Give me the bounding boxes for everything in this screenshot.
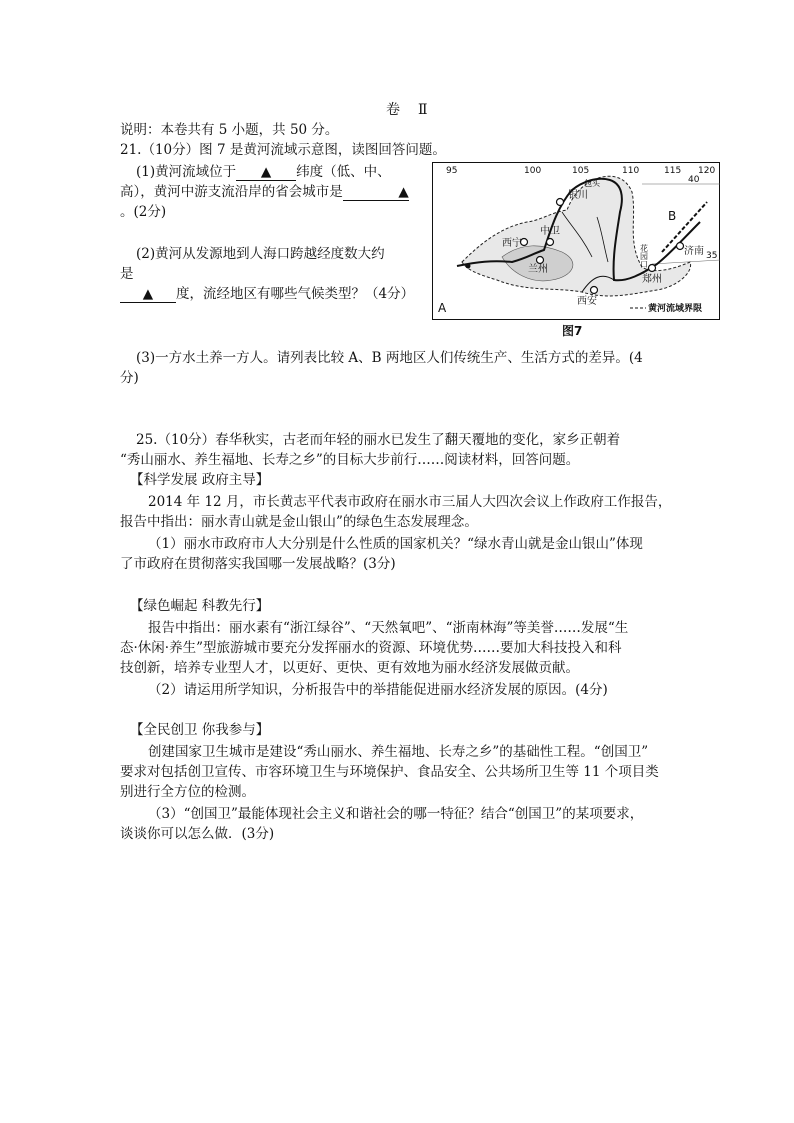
q21-p1-text-c: 高），黄河中游支流沿岸的省会城市是	[120, 184, 343, 200]
material-text: 报告中指出：丽水素有“浙江绿谷”、“天然氧吧”、“浙南林海”等美誉……发展“生	[148, 620, 629, 636]
section-title: 【科学发展 政府主导】	[130, 472, 270, 488]
q25-part1-line2: 了市政府在贯彻落实我国哪一发展战略？(3分)	[120, 556, 396, 572]
city-marker	[557, 199, 564, 206]
q21-p1-text-a: (1)黄河流域位于	[136, 164, 237, 180]
q21-part2-line3	[120, 284, 414, 304]
q21-part1-score: 。(2分)	[120, 204, 167, 220]
answer-marker-icon: ▲	[398, 184, 409, 200]
section-title: 【全民创卫 你我参与】	[130, 722, 270, 738]
section-title: 卷 Ⅱ	[386, 102, 430, 118]
city-label: 银川	[568, 190, 588, 201]
q21-part3-line1: (3)一方水土养一方人。请列表比较 A、B 两地区人们传统生产、生活方式的差异。(4	[136, 350, 643, 366]
yellow-river-basin-map	[432, 162, 720, 320]
city-marker	[591, 287, 598, 294]
section-title: 【绿色崛起 科教先行】	[130, 598, 270, 614]
q25-part1: （1）丽水市政府市人大分别是什么性质的国家机关？“绿水青山就是金山银山”体现	[148, 536, 643, 552]
q25-header: 25.（10分）春华秋实，古老而年轻的丽水已发生了翻天覆地的变化，家乡正朝着	[136, 432, 621, 448]
legend-label: 黄河流域界限	[648, 304, 703, 314]
city-marker	[547, 239, 554, 246]
q25-part3-line2: 谈谈你可以怎么做．(3分)	[120, 826, 275, 842]
lon-label: 115	[664, 166, 682, 176]
q25-header-line2: “秀山丽水、养生福地、长寿之乡”的目标大步前行……阅读材料，回答问题。	[120, 452, 580, 468]
q21-part3-line2: 分)	[120, 370, 139, 386]
source-marker	[466, 264, 471, 269]
q21-p1-text-b: 纬度（低、中、	[296, 164, 391, 180]
material-text: 态·休闲·养生”型旅游城市要充分发挥丽水的资源、环境优势……要加大科技投入和科	[120, 640, 622, 656]
place-label: 包头	[584, 179, 600, 188]
material-text: 别进行全方位的检测。	[120, 784, 255, 800]
place-label: 花园口	[639, 244, 649, 268]
answer-blank	[120, 286, 176, 303]
q21-part1-line1	[136, 162, 391, 182]
city-marker	[649, 265, 656, 272]
city-label: 郑州	[642, 274, 662, 285]
city-marker	[537, 257, 544, 264]
city-label: 济南	[684, 246, 704, 257]
answer-marker-icon: ▲	[260, 164, 272, 180]
material-text: 2014 年 12 月，市长黄志平代表市政府在丽水市三届人大四次会议上作政府工作报告，	[148, 494, 672, 510]
lat-label: 35	[706, 251, 718, 261]
material-text: 要求对包括创卫宣传、市容环境卫生与环境保护、食品安全、公共场所卫生等 11 个项目类	[120, 764, 659, 780]
city-label: 西宁	[502, 238, 522, 249]
material-text: 创建国家卫生城市是建设“秀山丽水、养生福地、长寿之乡”的基础性工程。“创国卫”	[148, 744, 649, 760]
q25-part3: （3）“创国卫”最能体现社会主义和谐社会的哪一特征？结合“创国卫”的某项要求，	[148, 806, 644, 822]
lon-label: 120	[698, 166, 716, 176]
region-b-label: B	[668, 209, 677, 223]
lon-label: 110	[622, 166, 640, 176]
city-label: 中卫	[540, 226, 560, 237]
figure-caption: 图7	[562, 324, 583, 338]
exam-note: 说明：本卷共有 5 小题，共 50 分。	[120, 122, 339, 138]
q21-part2-line1: (2)黄河从发源地到人海口跨越经度数大约	[136, 246, 385, 262]
lon-label: 105	[572, 166, 590, 176]
city-label: 兰州	[528, 264, 548, 275]
answer-blank	[343, 184, 409, 201]
region-a-label: A	[438, 301, 447, 315]
answer-blank	[236, 164, 296, 181]
q21-part2-line2: 是	[120, 266, 134, 282]
lat-label: 40	[688, 175, 700, 185]
material-text: 报告中指出：丽水青山就是金山银山”的绿色生态发展理念。	[120, 514, 478, 530]
lon-label: 100	[524, 166, 542, 176]
lon-label: 95	[446, 166, 458, 176]
city-marker	[677, 243, 684, 250]
q25-part2: （2）请运用所学知识，分析报告中的举措能促进丽水经济发展的原因。(4分)	[148, 682, 608, 698]
q21-header: 21.（10分）图 7 是黄河流域示意图，读图回答问题。	[120, 142, 446, 158]
q21-part1-line2	[120, 182, 409, 202]
answer-marker-icon: ▲	[142, 286, 154, 302]
city-label: 西安	[577, 296, 597, 307]
q21-p2-text-c: 度，流经地区有哪些气候类型？（4分）	[176, 286, 415, 302]
material-text: 技创新，培养专业型人才，以更好、更快、更有效地为丽水经济发展做贡献。	[120, 660, 579, 676]
